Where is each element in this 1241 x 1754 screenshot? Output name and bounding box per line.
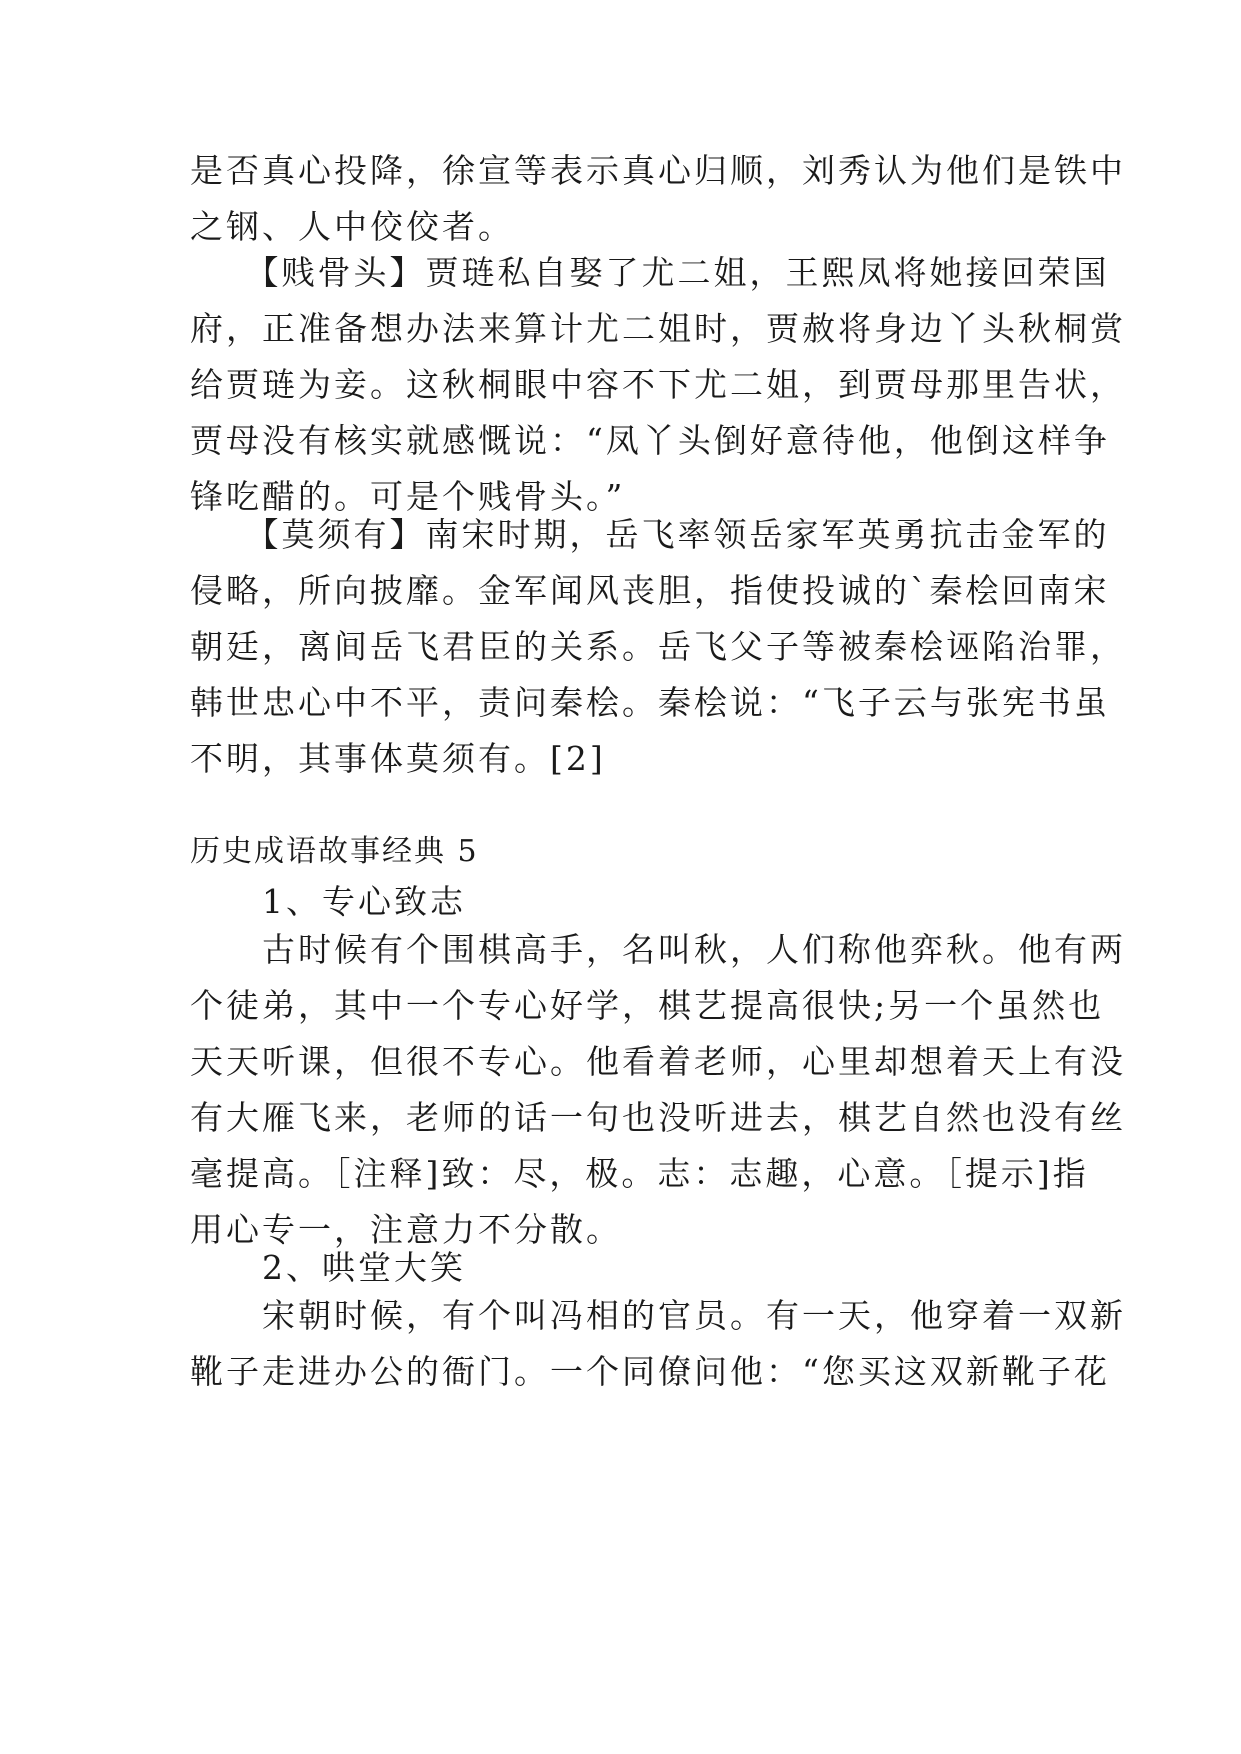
item2-title: 2、哄堂大笑 <box>190 1248 466 1287</box>
item1-title: 1、专心致志 <box>190 882 466 921</box>
intro-paragraph: 是否真心投降，徐宣等表示真心归顺，刘秀认为他们是铁中 之钢、人中佼佼者。 <box>190 151 1126 246</box>
moxuyou-paragraph: 【莫须有】南宋时期，岳飞率领岳家军英勇抗击金军的 侵略，所向披靡。金军闻风丧胆，指使投诚的`秦桧回南宋 朝廷，离间岳飞君臣的关系。岳飞父子等被秦桧诬陷治罪， 韩世忠心中不平，责问秦桧。秦桧说：“飞子云与张宪书虽 不明，其事体莫须有。[2] <box>190 515 1126 778</box>
section-title: 历史成语故事经典 5 <box>190 834 479 869</box>
item2-paragraph: 宋朝时候，有个叫冯相的官员。有一天，他穿着一双新 靴子走进办公的衙门。一个同僚问他：“您买这双新靴子花 <box>190 1296 1126 1391</box>
jiangutou-paragraph: 【贱骨头】贾琏私自娶了尤二姐，王熙凤将她接回荣国 府，正准备想办法来算计尤二姐时，贾赦将身边丫头秋桐赏 给贾琏为妾。这秋桐眼中容不下尤二姐，到贾母那里告状， 贾母没有核实就感慨说：“凤丫头倒好意待他，他倒这样争 锋吃醋的。可是个贱骨头。” <box>190 253 1126 516</box>
item1-paragraph: 古时候有个围棋高手，名叫秋，人们称他弈秋。他有两 个徒弟，其中一个专心好学，棋艺提高很快;另一个虽然也 天天听课，但很不专心。他看着老师，心里却想着天上有没 有大雁飞来，老师的话一句也没听进去，棋艺自然也没有丝 毫提高。［注释]致：尽，极。志：志趣，心意。［提示]指 用心专一，注意力不分散。 <box>190 930 1126 1249</box>
